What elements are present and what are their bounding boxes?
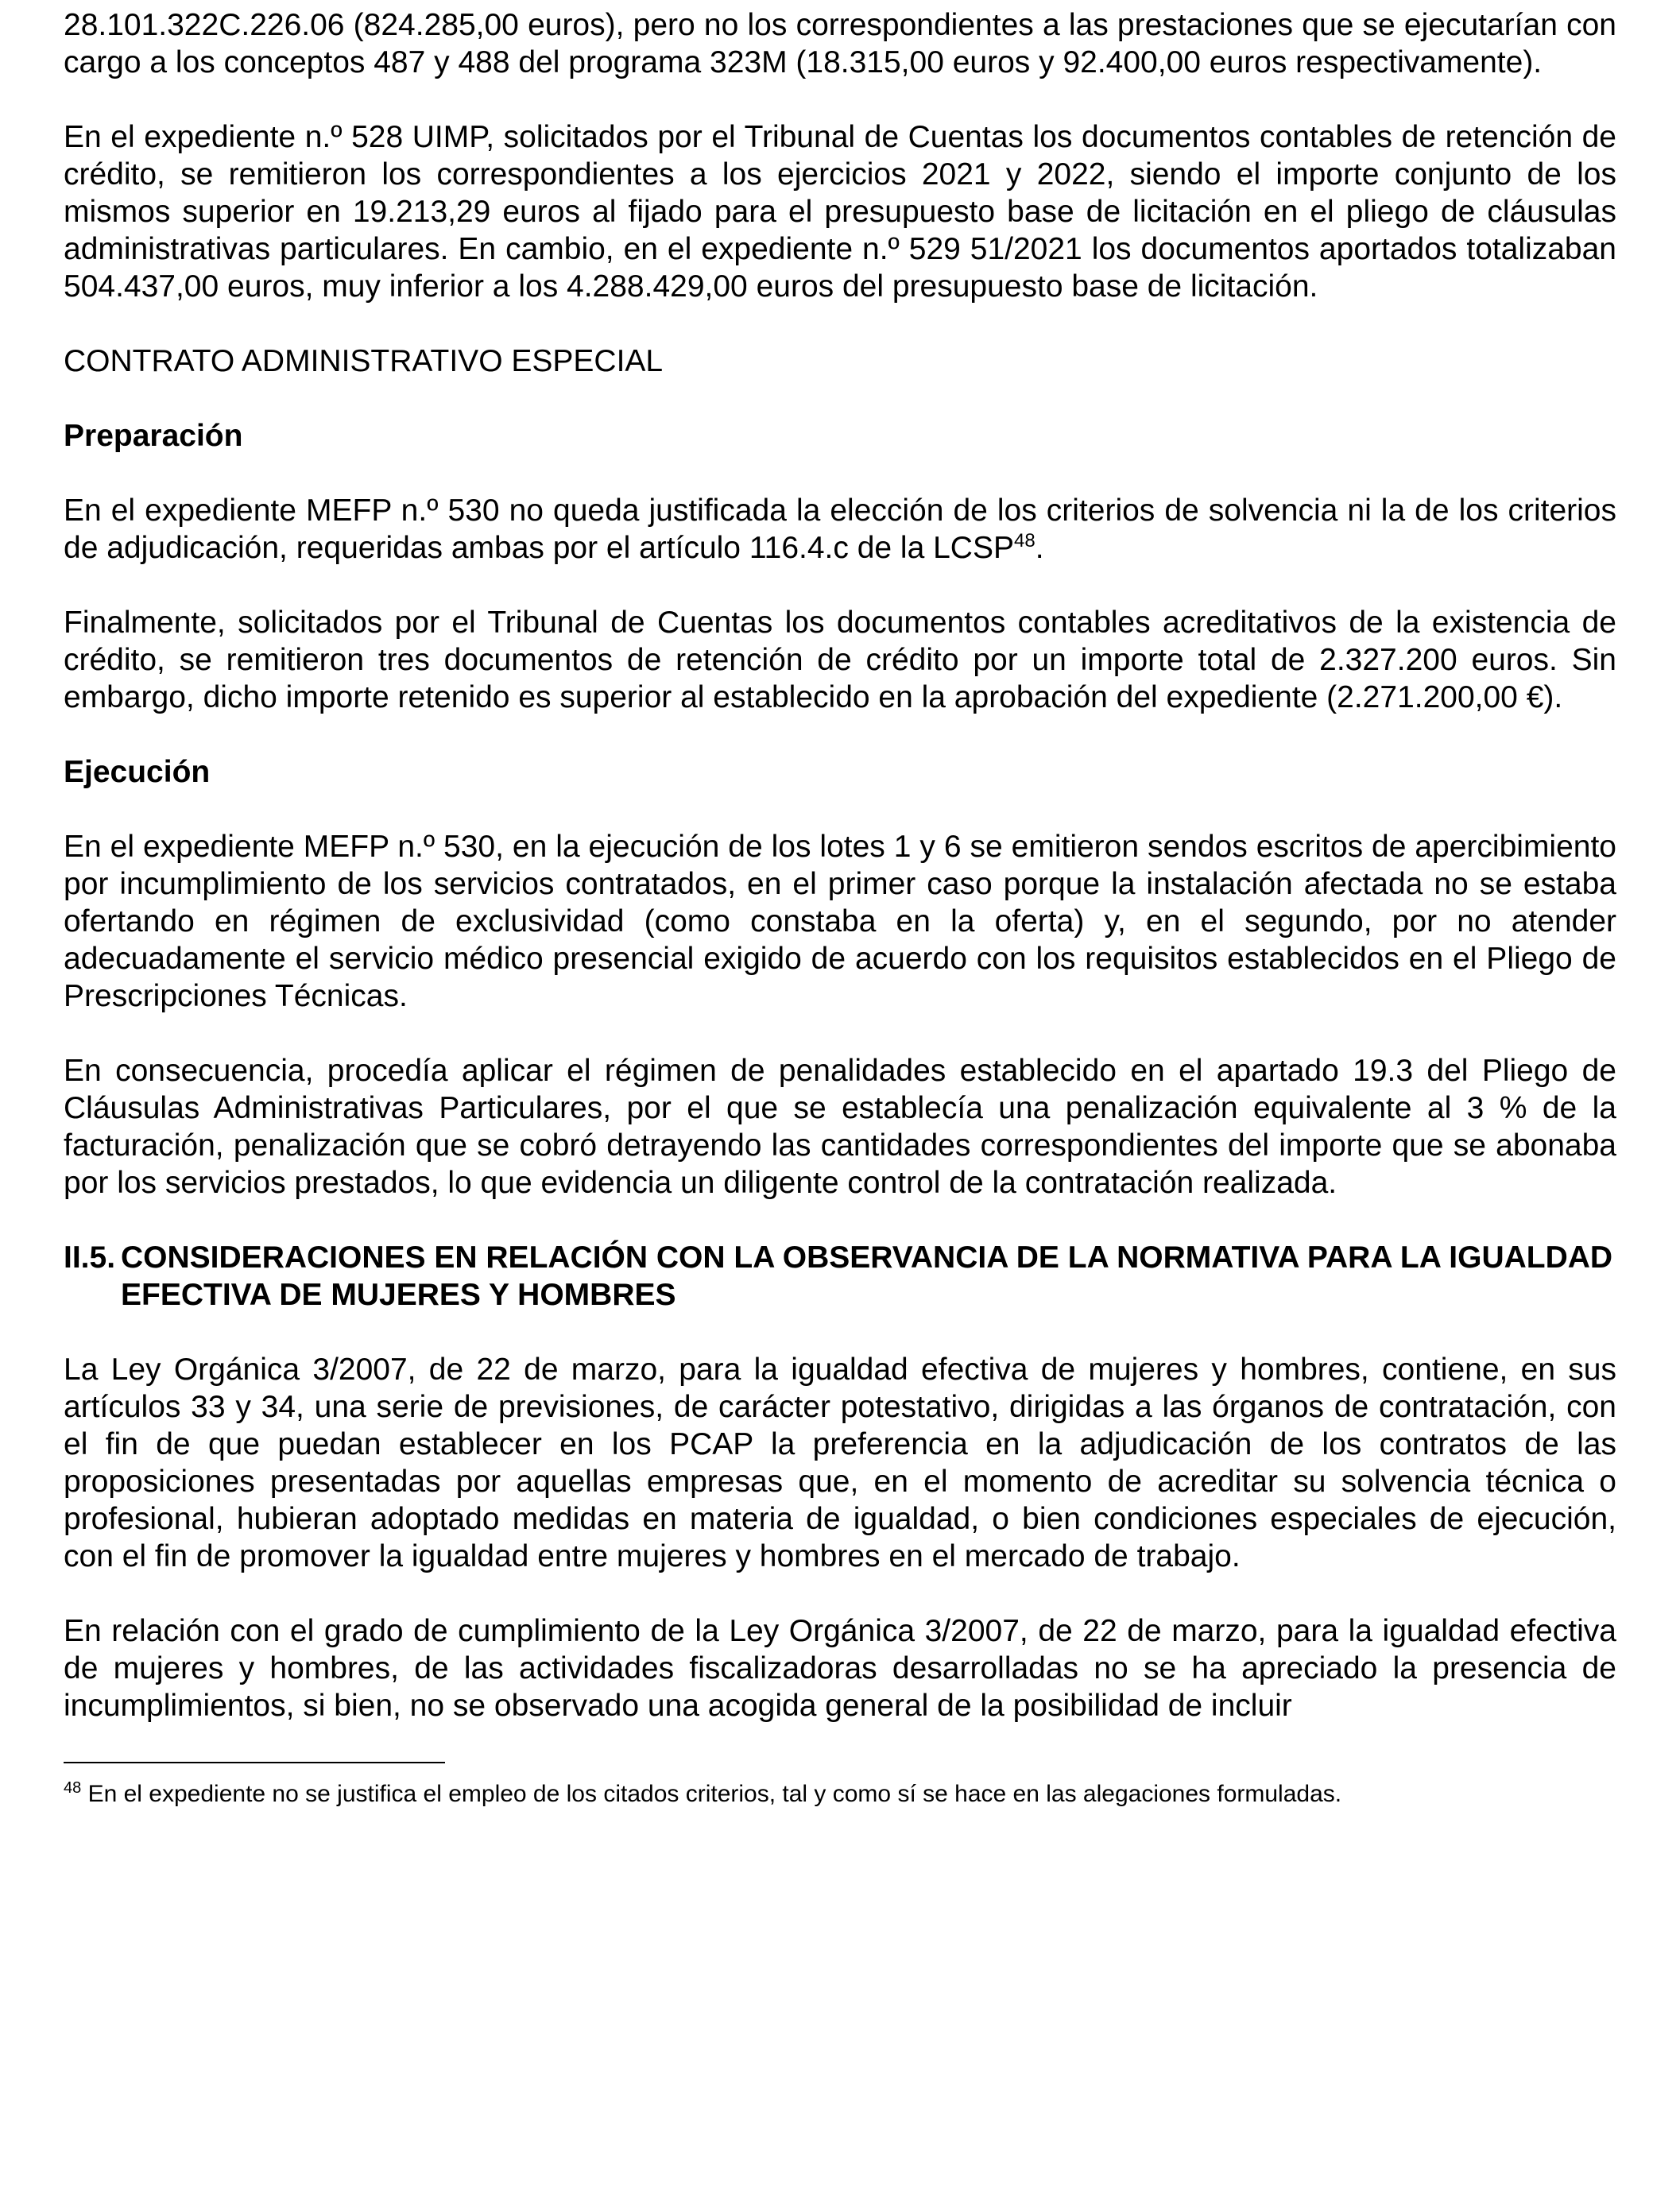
heading-preparacion: Preparación bbox=[64, 419, 243, 453]
paragraph-mefp-530-tail: . bbox=[1035, 531, 1044, 565]
heading-contrato-administrativo: CONTRATO ADMINISTRATIVO ESPECIAL bbox=[64, 344, 664, 378]
heading-ejecucion: Ejecución bbox=[64, 755, 211, 789]
section-heading-ii5 bbox=[64, 1239, 1616, 1314]
footnote-marker: 48 bbox=[64, 1779, 82, 1797]
footnote-48 bbox=[64, 1779, 1616, 1809]
paragraph-expediente-528: En el expediente n.º 528 UIMP, solicitados por el Tribunal de Cuentas los documentos contables de retención de crédito, se remitieron los correspondientes a los ejercicios 2021 y 2022, siendo el importe conjunto de los mismos superior en 19.213,29 euros al fijado para el presupuesto base de licitación en el pliego de cláusulas administrativas particulares. En cambio, en el expediente n.º 529 51/2021 los documentos aportados totalizaban 504.437,00 euros, muy inferior a los 4.288.429,00 euros del presupuesto base de licitación. bbox=[64, 120, 1616, 304]
section-title: CONSIDERACIONES EN RELACIÓN CON LA OBSERVANCIA DE LA NORMATIVA PARA LA IGUALDAD EFECTIVA DE MUJERES Y HOMBRES bbox=[121, 1240, 1613, 1312]
paragraph-mefp-530 bbox=[64, 492, 1616, 567]
paragraph-mefp-530-text: En el expediente MEFP n.º 530 no queda justificada la elección de los criterios de solvencia ni la de los criterios de adjudicación, requeridas ambas por el artículo 116.4.c de la LCSP bbox=[64, 493, 1616, 565]
paragraph-grado-cumplimiento: En relación con el grado de cumplimiento de la Ley Orgánica 3/2007, de 22 de marzo, para la igualdad efectiva de mujeres y hombres, de las actividades fiscalizadoras desarrolladas no se ha apreciado la presencia de incumplimientos, si bien, no se observado una acogida general de la posibilidad de incluir bbox=[64, 1614, 1616, 1723]
footnote-reference-48: 48 bbox=[1014, 530, 1035, 552]
footnote-separator bbox=[64, 1762, 445, 1763]
paragraph-continuation: 28.101.322C.226.06 (824.285,00 euros), pero no los correspondientes a las prestaciones que se ejecutarían con cargo a los conceptos 487 y 488 del programa 323M (18.315,00 euros y 92.400,00 euros respectivamente). bbox=[64, 8, 1616, 79]
section-number: II.5. bbox=[64, 1240, 116, 1275]
paragraph-finalmente: Finalmente, solicitados por el Tribunal de Cuentas los documentos contables acreditativos de la existencia de crédito, se remitieron tres documentos de retención de crédito por un importe total de 2.327.200 euros. Sin embargo, dicho importe retenido es superior al establecido en la aprobación del expediente (2.271.200,00 €). bbox=[64, 606, 1616, 714]
paragraph-ejecucion-530: En el expediente MEFP n.º 530, en la ejecución de los lotes 1 y 6 se emitieron sendos escritos de apercibimiento por incumplimiento de los servicios contratados, en el primer caso porque la instalación afectada no se estaba ofertando en régimen de exclusividad (como constaba en la oferta) y, en el segundo, por no atender adecuadamente el servicio médico presencial exigido de acuerdo con los requisitos establecidos en el Pliego de Prescripciones Técnicas. bbox=[64, 830, 1616, 1013]
paragraph-ley-organica: La Ley Orgánica 3/2007, de 22 de marzo, para la igualdad efectiva de mujeres y hombres, contiene, en sus artículos 33 y 34, una serie de previsiones, de carácter potestativo, dirigidas a las órganos de contratación, con el fin de que puedan establecer en los PCAP la preferencia en la adjudicación de los contratos de las proposiciones presentadas por aquellas empresas que, en el momento de acreditar su solvencia técnica o profesional, hubieran adoptado medidas en materia de igualdad, o bien condiciones especiales de ejecución, con el fin de promover la igualdad entre mujeres y hombres en el mercado de trabajo. bbox=[64, 1353, 1616, 1573]
footnote-text: En el expediente no se justifica el empleo de los citados criterios, tal y como sí se hace en las alegaciones formuladas. bbox=[81, 1781, 1342, 1807]
footnote-area bbox=[64, 1762, 1616, 1992]
paragraph-consecuencia: En consecuencia, procedía aplicar el régimen de penalidades establecido en el apartado 19.3 del Pliego de Cláusulas Administrativas Particulares, por el que se establecía una penalización equivalente al 3 % de la facturación, penalización que se cobró detrayendo las cantidades correspondientes del importe que se abonaba por los servicios prestados, lo que evidencia un diligente control de la contratación realizada. bbox=[64, 1054, 1616, 1200]
